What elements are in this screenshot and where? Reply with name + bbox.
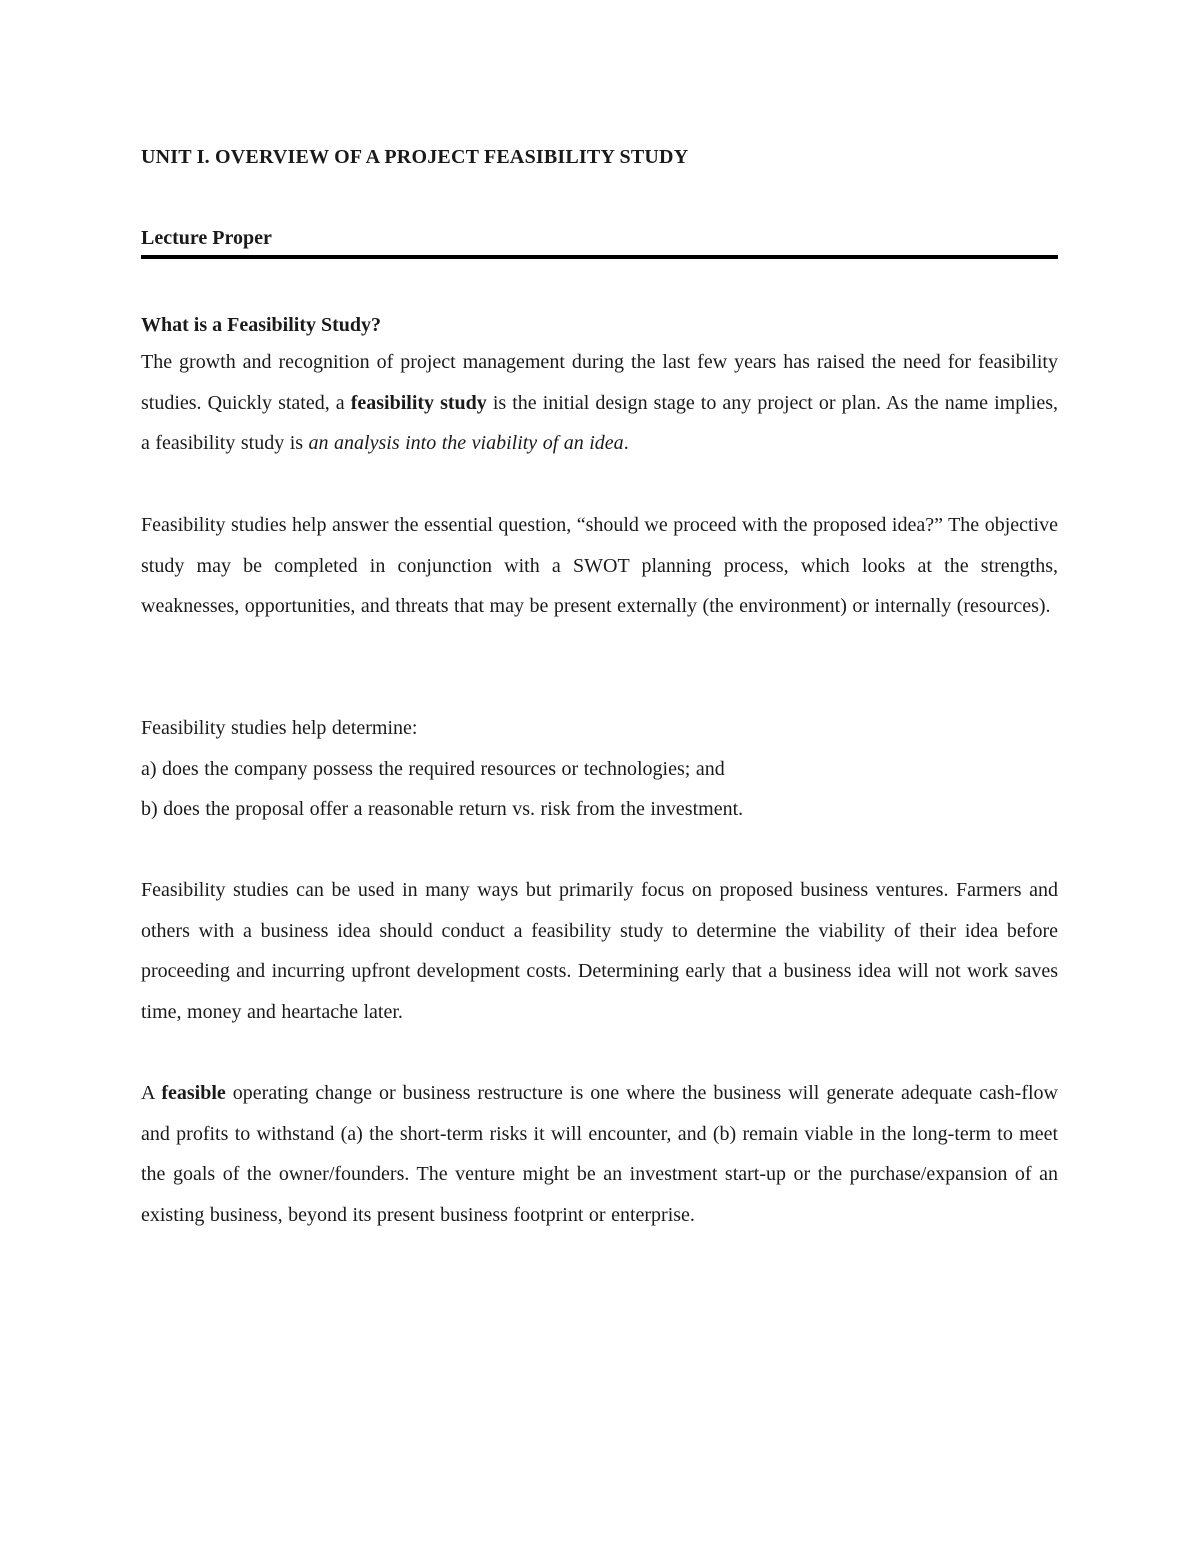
italic-phrase: an analysis into the viability of an idea: [308, 432, 624, 455]
paragraph-text: The growth and recognition of project management during the last few years has raised the need for feasibility studies. Quickly stated, a: [141, 351, 1058, 414]
lecture-heading: Lecture Proper: [141, 224, 1058, 259]
paragraph-text: A: [141, 1082, 162, 1104]
paragraph-text: is the initial design stage to any project or plan. As the name implies, a feasibility study is: [141, 391, 1058, 455]
paragraph-swot: Feasibility studies help answer the essential question, “should we proceed with the proposed idea?” The objective study may be completed in conjunction with a SWOT planning process, which looks at the strengths, weaknesses, opportunities, and threats that may be present externally (the environment) or internally (resources).: [141, 514, 1058, 618]
paragraph-text: operating change or business restructure is one where the business will generate adequate cash-flow and profits to withstand (a) the short-term risks it will encounter, and (b) remain viable in the long-term to meet the goals of the owner/founders. The venture might be an investment start-up or the purchase/expansion of an existing business, beyond its present business footprint or enterprise.: [141, 1082, 1058, 1227]
document-page: [141, 0, 1058, 1553]
section-heading: What is a Feasibility Study?: [141, 314, 382, 336]
list-item-a: a) does the company possess the required resources or technologies; and: [141, 757, 725, 780]
paragraph-definition: [141, 342, 1058, 464]
paragraph-uses: Feasibility studies can be used in many ways but primarily focus on proposed business ventures. Farmers and others with a business idea should conduct a feasibility study to determine the viability of their idea before proceeding and incurring upfront development costs. Determining early that a business idea will not work saves time, money and heartache later.: [141, 879, 1058, 1024]
unit-title: UNIT I. OVERVIEW OF A PROJECT FEASIBILITY STUDY: [141, 146, 689, 168]
paragraph-text: .: [623, 432, 629, 455]
paragraph-determine: [141, 708, 1058, 830]
bold-term: feasibility study: [350, 391, 487, 414]
list-item-b: b) does the proposal offer a reasonable return vs. risk from the investment.: [141, 798, 744, 821]
paragraph-feasible: [141, 1073, 1058, 1236]
bold-term: feasible: [161, 1082, 226, 1104]
list-intro: Feasibility studies help determine:: [141, 717, 418, 739]
